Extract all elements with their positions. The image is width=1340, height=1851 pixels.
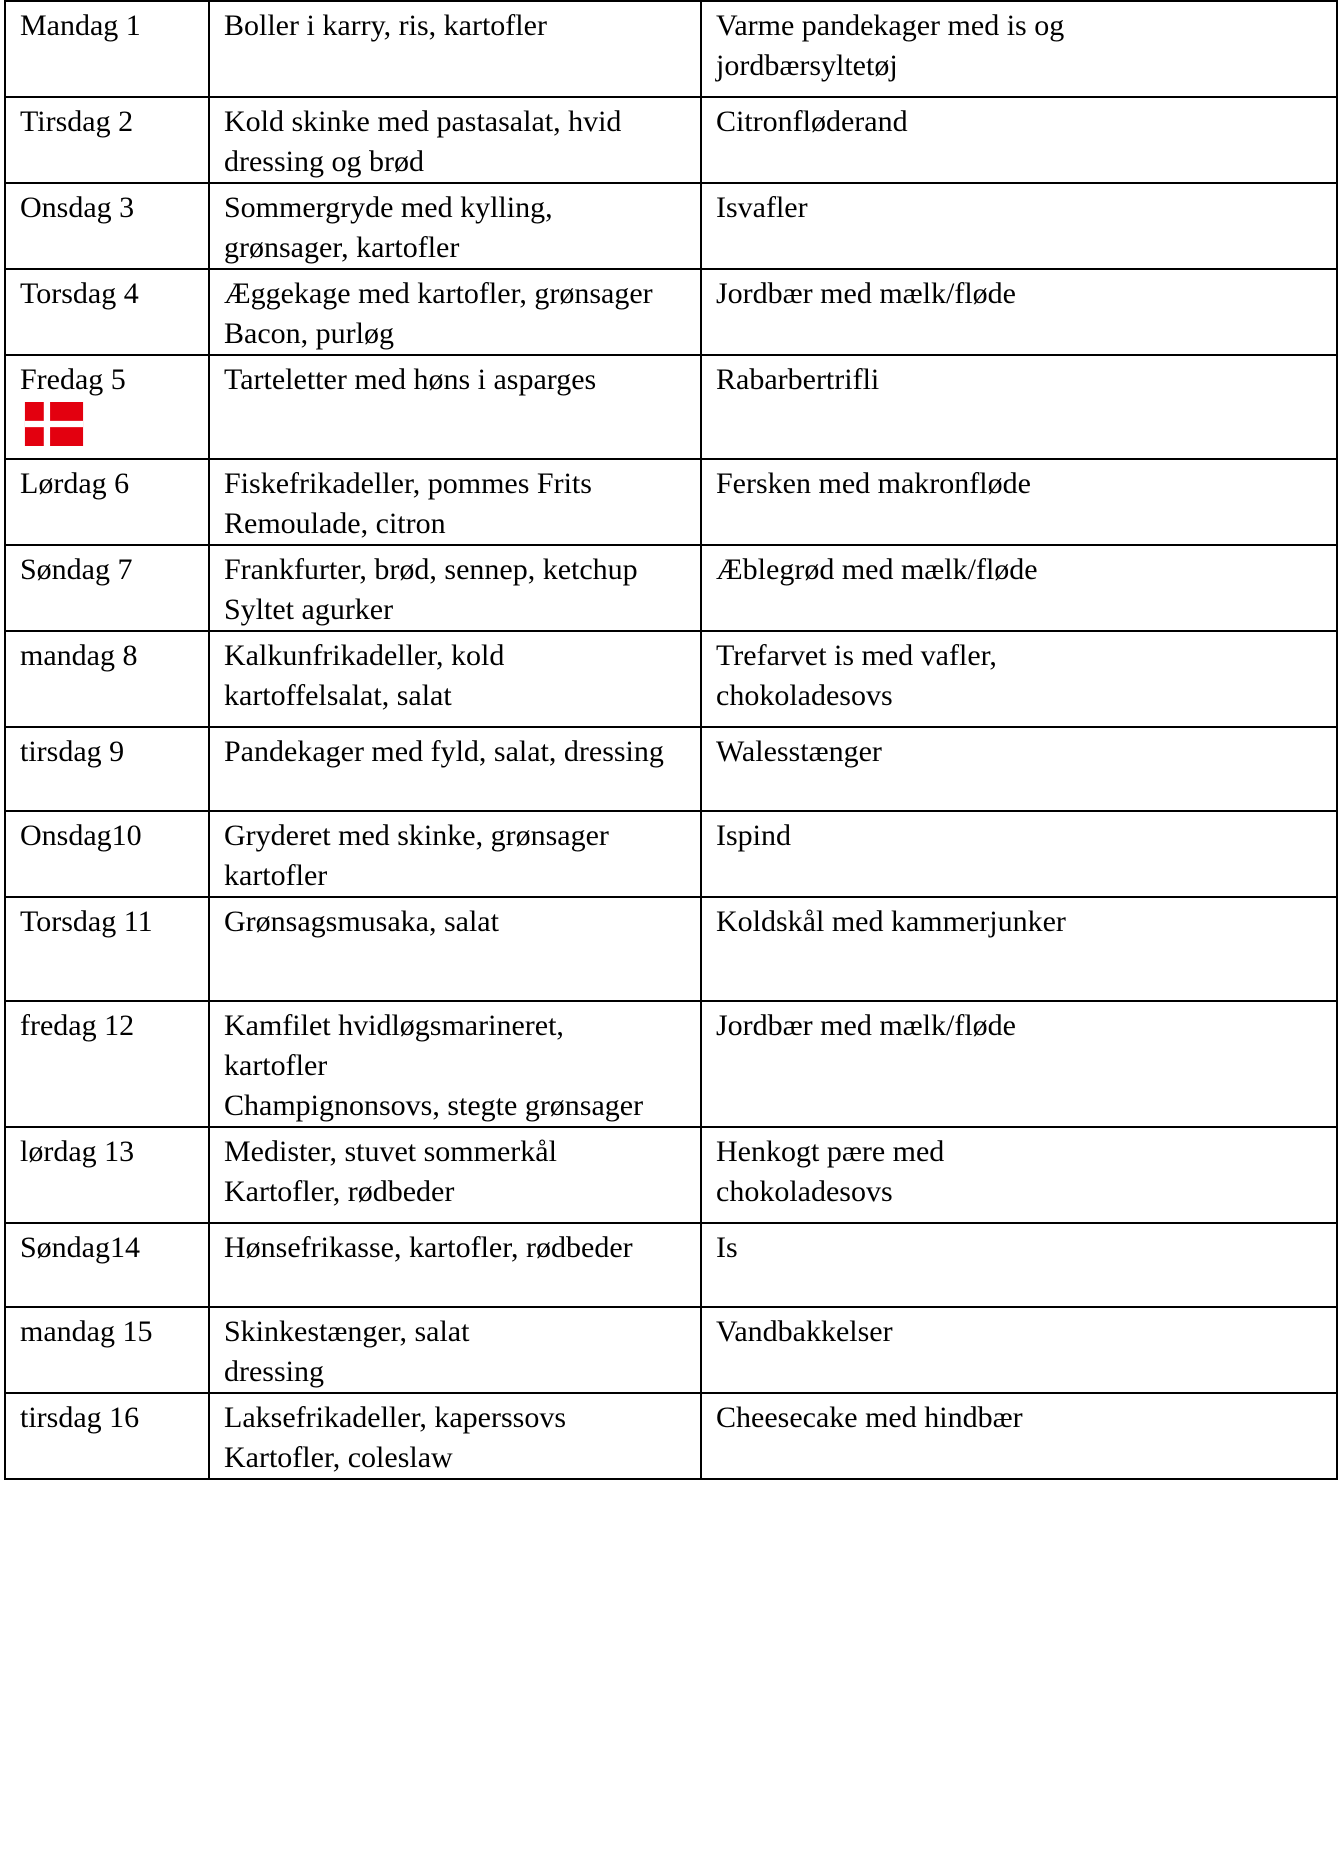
main-dish-line: Grønsagsmusaka, salat bbox=[224, 905, 499, 938]
dessert-line: Jordbær med mælk/fløde bbox=[716, 1009, 1016, 1042]
dessert-cell bbox=[701, 269, 1337, 355]
table-row bbox=[5, 97, 1337, 183]
main-dish-line: Æggekage med kartofler, grønsager bbox=[224, 277, 653, 310]
main-dish-line: Kartofler, rødbeder bbox=[224, 1175, 455, 1208]
main-dish-line: kartoffelsalat, salat bbox=[224, 679, 452, 712]
table-row bbox=[5, 1001, 1337, 1127]
table-row bbox=[5, 1, 1337, 97]
day-label: Tirsdag 2 bbox=[20, 105, 134, 138]
main-dish-cell bbox=[209, 1127, 701, 1223]
day-label: Søndag 7 bbox=[20, 553, 133, 586]
day-label: mandag 8 bbox=[20, 639, 138, 672]
main-dish-line: Kartofler, coleslaw bbox=[224, 1441, 453, 1474]
dessert-line: Ispind bbox=[716, 819, 791, 852]
day-cell bbox=[5, 1127, 209, 1223]
main-dish-line: Tarteletter med høns i asparges bbox=[224, 363, 597, 396]
table-row bbox=[5, 727, 1337, 811]
dessert-cell bbox=[701, 355, 1337, 459]
dessert-cell bbox=[701, 1001, 1337, 1127]
main-dish-cell bbox=[209, 727, 701, 811]
dessert-cell bbox=[701, 1127, 1337, 1223]
dessert-cell bbox=[701, 897, 1337, 1001]
dessert-line: Koldskål med kammerjunker bbox=[716, 905, 1066, 938]
main-dish-cell bbox=[209, 355, 701, 459]
meal-plan-table bbox=[4, 0, 1338, 1480]
table-row bbox=[5, 811, 1337, 897]
day-cell bbox=[5, 1393, 209, 1479]
table-row bbox=[5, 1127, 1337, 1223]
main-dish-line: Kold skinke med pastasalat, hvid bbox=[224, 105, 622, 138]
table-row bbox=[5, 355, 1337, 459]
table-row bbox=[5, 1307, 1337, 1393]
main-dish-cell bbox=[209, 631, 701, 727]
dessert-cell bbox=[701, 1223, 1337, 1307]
table-row bbox=[5, 631, 1337, 727]
dessert-cell bbox=[701, 1, 1337, 97]
day-cell bbox=[5, 631, 209, 727]
dessert-cell bbox=[701, 1307, 1337, 1393]
meal-plan-body bbox=[5, 1, 1337, 1479]
main-dish-line: Sommergryde med kylling, bbox=[224, 191, 553, 224]
main-dish-line: Laksefrikadeller, kaperssovs bbox=[224, 1401, 566, 1434]
table-row bbox=[5, 545, 1337, 631]
dessert-line: Jordbær med mælk/fløde bbox=[716, 277, 1016, 310]
dessert-line: Fersken med makronfløde bbox=[716, 467, 1031, 500]
day-label: tirsdag 9 bbox=[20, 735, 125, 768]
day-label: Mandag 1 bbox=[20, 9, 141, 42]
main-dish-cell bbox=[209, 1393, 701, 1479]
main-dish-line: kartofler bbox=[224, 859, 328, 892]
main-dish-cell bbox=[209, 183, 701, 269]
main-dish-line: Fiskefrikadeller, pommes Frits bbox=[224, 467, 592, 500]
main-dish-line: Syltet agurker bbox=[224, 593, 394, 626]
dessert-line: Vandbakkelser bbox=[716, 1315, 893, 1348]
day-cell bbox=[5, 1307, 209, 1393]
main-dish-cell bbox=[209, 97, 701, 183]
day-label: tirsdag 16 bbox=[20, 1401, 140, 1434]
day-label: Torsdag 4 bbox=[20, 277, 139, 310]
day-cell bbox=[5, 1001, 209, 1127]
table-row bbox=[5, 459, 1337, 545]
main-dish-line: Skinkestænger, salat bbox=[224, 1315, 470, 1348]
main-dish-cell bbox=[209, 1, 701, 97]
main-dish-cell bbox=[209, 1307, 701, 1393]
day-cell bbox=[5, 269, 209, 355]
day-cell bbox=[5, 1223, 209, 1307]
day-label: Onsdag10 bbox=[20, 819, 142, 852]
main-dish-cell bbox=[209, 897, 701, 1001]
table-row bbox=[5, 1393, 1337, 1479]
dessert-line: chokoladesovs bbox=[716, 1175, 893, 1208]
day-label: Torsdag 11 bbox=[20, 905, 153, 938]
main-dish-line: Hønsefrikasse, kartofler, rødbeder bbox=[224, 1231, 633, 1264]
main-dish-cell bbox=[209, 811, 701, 897]
day-cell bbox=[5, 897, 209, 1001]
table-row bbox=[5, 1223, 1337, 1307]
dessert-line: Varme pandekager med is og bbox=[716, 9, 1065, 42]
main-dish-line: dressing bbox=[224, 1355, 324, 1388]
dessert-line: Isvafler bbox=[716, 191, 808, 224]
dessert-line: Rabarbertrifli bbox=[716, 363, 880, 396]
main-dish-line: kartofler bbox=[224, 1049, 328, 1082]
danish-flag-icon bbox=[20, 402, 88, 446]
table-row bbox=[5, 269, 1337, 355]
main-dish-line: grønsager, kartofler bbox=[224, 231, 460, 264]
dessert-cell bbox=[701, 183, 1337, 269]
dessert-cell bbox=[701, 459, 1337, 545]
day-cell bbox=[5, 727, 209, 811]
main-dish-line: Bacon, purløg bbox=[224, 317, 394, 350]
day-label: Søndag14 bbox=[20, 1231, 140, 1264]
main-dish-line: Champignonsovs, stegte grønsager bbox=[224, 1089, 644, 1122]
dessert-cell bbox=[701, 545, 1337, 631]
dessert-cell bbox=[701, 1393, 1337, 1479]
day-cell bbox=[5, 811, 209, 897]
day-cell bbox=[5, 1, 209, 97]
day-label: Fredag 5 bbox=[20, 363, 126, 396]
main-dish-line: Boller i karry, ris, kartofler bbox=[224, 9, 547, 42]
day-cell bbox=[5, 355, 209, 459]
dessert-line: Citronfløderand bbox=[716, 105, 908, 138]
day-cell bbox=[5, 459, 209, 545]
dessert-line: Trefarvet is med vafler, bbox=[716, 639, 997, 672]
table-row bbox=[5, 897, 1337, 1001]
day-label: Onsdag 3 bbox=[20, 191, 135, 224]
dessert-line: Cheesecake med hindbær bbox=[716, 1401, 1023, 1434]
main-dish-line: Gryderet med skinke, grønsager bbox=[224, 819, 609, 852]
dessert-line: jordbærsyltetøj bbox=[716, 49, 898, 82]
main-dish-line: Frankfurter, brød, sennep, ketchup bbox=[224, 553, 638, 586]
main-dish-line: Kalkunfrikadeller, kold bbox=[224, 639, 505, 672]
table-row bbox=[5, 183, 1337, 269]
dessert-cell bbox=[701, 811, 1337, 897]
day-label: fredag 12 bbox=[20, 1009, 135, 1042]
day-cell bbox=[5, 183, 209, 269]
main-dish-cell bbox=[209, 545, 701, 631]
dessert-line: chokoladesovs bbox=[716, 679, 893, 712]
day-label: Lørdag 6 bbox=[20, 467, 130, 500]
main-dish-line: Pandekager med fyld, salat, dressing bbox=[224, 735, 664, 768]
day-cell bbox=[5, 97, 209, 183]
main-dish-cell bbox=[209, 1223, 701, 1307]
dessert-cell bbox=[701, 97, 1337, 183]
main-dish-line: Remoulade, citron bbox=[224, 507, 446, 540]
main-dish-cell bbox=[209, 459, 701, 545]
dessert-line: Henkogt pære med bbox=[716, 1135, 945, 1168]
main-dish-line: Medister, stuvet sommerkål bbox=[224, 1135, 557, 1168]
main-dish-line: Kamfilet hvidløgsmarineret, bbox=[224, 1009, 564, 1042]
dessert-line: Is bbox=[716, 1231, 738, 1264]
main-dish-cell bbox=[209, 269, 701, 355]
day-label: lørdag 13 bbox=[20, 1135, 135, 1168]
dessert-cell bbox=[701, 631, 1337, 727]
dessert-line: Æblegrød med mælk/fløde bbox=[716, 553, 1038, 586]
main-dish-line: dressing og brød bbox=[224, 145, 424, 178]
day-cell bbox=[5, 545, 209, 631]
dessert-cell bbox=[701, 727, 1337, 811]
main-dish-cell bbox=[209, 1001, 701, 1127]
dessert-line: Walesstænger bbox=[716, 735, 882, 768]
day-label: mandag 15 bbox=[20, 1315, 153, 1348]
